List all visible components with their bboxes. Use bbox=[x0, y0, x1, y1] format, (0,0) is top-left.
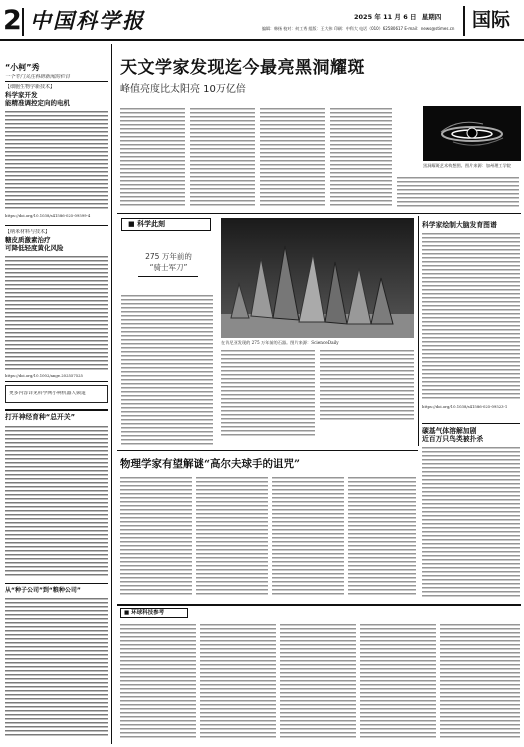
editor-credits: 编辑：韩扬 校对：何工秀 组版：王大伟 印刷：中科大 电话（010）62580617 E-mail：news@stimes.cn bbox=[262, 26, 455, 31]
bottom-col-5 bbox=[440, 624, 520, 739]
stone-tools-caption: 在肯尼亚发现的 275 万年前的石器。图片来源：ScienceDaily bbox=[221, 340, 339, 345]
bottom-col-1 bbox=[120, 624, 196, 739]
paper-name: 中国科学报 bbox=[30, 8, 145, 33]
lead-article-col-1 bbox=[120, 108, 185, 208]
column-title: “小柯”秀 bbox=[5, 63, 40, 72]
bottom-banner-marker: ■ bbox=[124, 610, 132, 616]
story2-col-1 bbox=[120, 477, 192, 595]
left-item-1-body bbox=[5, 111, 108, 211]
left-item-4-body bbox=[5, 598, 108, 736]
left-item-3-body bbox=[5, 426, 108, 576]
left-rule-3 bbox=[5, 381, 108, 382]
note-text: 更多内容详见科学网小柯机器人频道 bbox=[9, 391, 86, 396]
left-rule-4 bbox=[5, 409, 108, 411]
blackhole-image bbox=[423, 106, 521, 161]
feature-banner: ■ 科学此刻 bbox=[121, 218, 211, 231]
lead-bottom-rule bbox=[117, 213, 521, 214]
right-story-1-body bbox=[422, 233, 520, 401]
left-item-2-title: 糖皮质激素治疗 可降低轻度黄化风险 bbox=[5, 236, 64, 252]
section-name: 国际 bbox=[472, 9, 511, 31]
left-item-1-title: 科学家开发 能精准调控定向的电机 bbox=[5, 91, 70, 107]
bottom-col-4 bbox=[360, 624, 436, 739]
feature-heading-2: “骑士军刀” bbox=[149, 263, 188, 272]
note-box bbox=[5, 385, 108, 403]
right-column-divider bbox=[418, 216, 419, 446]
page-number-divider bbox=[22, 8, 24, 36]
bottom-banner: ■ 环球科技参考 bbox=[120, 608, 188, 618]
bottom-col-3 bbox=[280, 624, 356, 739]
lead-article-col-2 bbox=[190, 108, 255, 208]
bottom-top-rule bbox=[117, 604, 521, 606]
left-rule-2 bbox=[5, 225, 108, 226]
feature-banner-marker: ■ bbox=[128, 220, 138, 228]
lead-article-col-3 bbox=[260, 108, 325, 208]
left-rule-5 bbox=[5, 583, 108, 584]
right-story-1-doi: https://doi.org/10.1038/s41586-025-09523-1 bbox=[422, 404, 508, 409]
left-column-divider bbox=[111, 44, 112, 744]
headline-title: 天文学家发现迄今最亮黑洞耀斑 bbox=[120, 58, 365, 78]
blackhole-artwork bbox=[423, 106, 521, 161]
feature-body-col-1 bbox=[121, 295, 213, 445]
headline-subtitle: 峰值亮度比太阳亮 10万亿倍 bbox=[120, 84, 246, 95]
page-number: 2 bbox=[3, 5, 22, 36]
column-subtitle: 一个专门关注科研新闻的栏目 bbox=[5, 74, 71, 80]
section-divider bbox=[463, 6, 465, 36]
story2-title: 物理学家有望解谜“高尔夫球手的诅咒” bbox=[120, 458, 301, 470]
story2-top-rule bbox=[117, 450, 418, 451]
blackhole-caption: 黑洞耀斑艺术构想图。图片来源：加州理工学院 bbox=[423, 163, 511, 168]
left-item-2-body bbox=[5, 256, 108, 372]
masthead-rule bbox=[0, 39, 524, 41]
feature-body-col-2 bbox=[221, 350, 315, 438]
left-item-2-doi: https://doi.org/10.1002/ange.202557525 bbox=[5, 373, 83, 378]
story2-col-3 bbox=[272, 477, 344, 595]
stone-tools-photo bbox=[221, 218, 414, 338]
lead-article-col-4 bbox=[330, 108, 392, 208]
issue-date: 2025 年 11 月 6 日 星期四 bbox=[354, 13, 442, 21]
left-item-3-title: 打开神经育种“总开关” bbox=[5, 413, 76, 421]
feature-body-col-3 bbox=[320, 350, 414, 420]
masthead bbox=[0, 0, 524, 42]
feature-heading-rule bbox=[138, 276, 198, 277]
left-item-2-tag: 【纳米材料与技术】 bbox=[5, 229, 51, 235]
right-story-1-title: 科学家绘制大脑发育图谱 bbox=[422, 221, 497, 229]
left-item-1-doi: https://doi.org/10.1038/s41586-025-09599-4 bbox=[5, 213, 91, 218]
right-story-2-body bbox=[422, 447, 520, 597]
right-rule-1 bbox=[422, 423, 520, 424]
lead-article-col-5 bbox=[397, 177, 519, 207]
left-item-4-title: 从“种子公司”到“粮种公司” bbox=[5, 587, 81, 594]
left-rule-1 bbox=[5, 81, 108, 82]
story2-col-4 bbox=[348, 477, 416, 595]
feature-heading-1: 275 万年前的 bbox=[145, 252, 192, 261]
left-item-1-tag: 【细胞生物学新技术】 bbox=[5, 84, 56, 90]
bottom-col-2 bbox=[200, 624, 276, 739]
story2-col-2 bbox=[196, 477, 268, 595]
stone-tools-art bbox=[221, 218, 414, 338]
right-story-2-title: 碳基气体溶解加剧 近百万只鸟类被扑杀 bbox=[422, 427, 484, 443]
